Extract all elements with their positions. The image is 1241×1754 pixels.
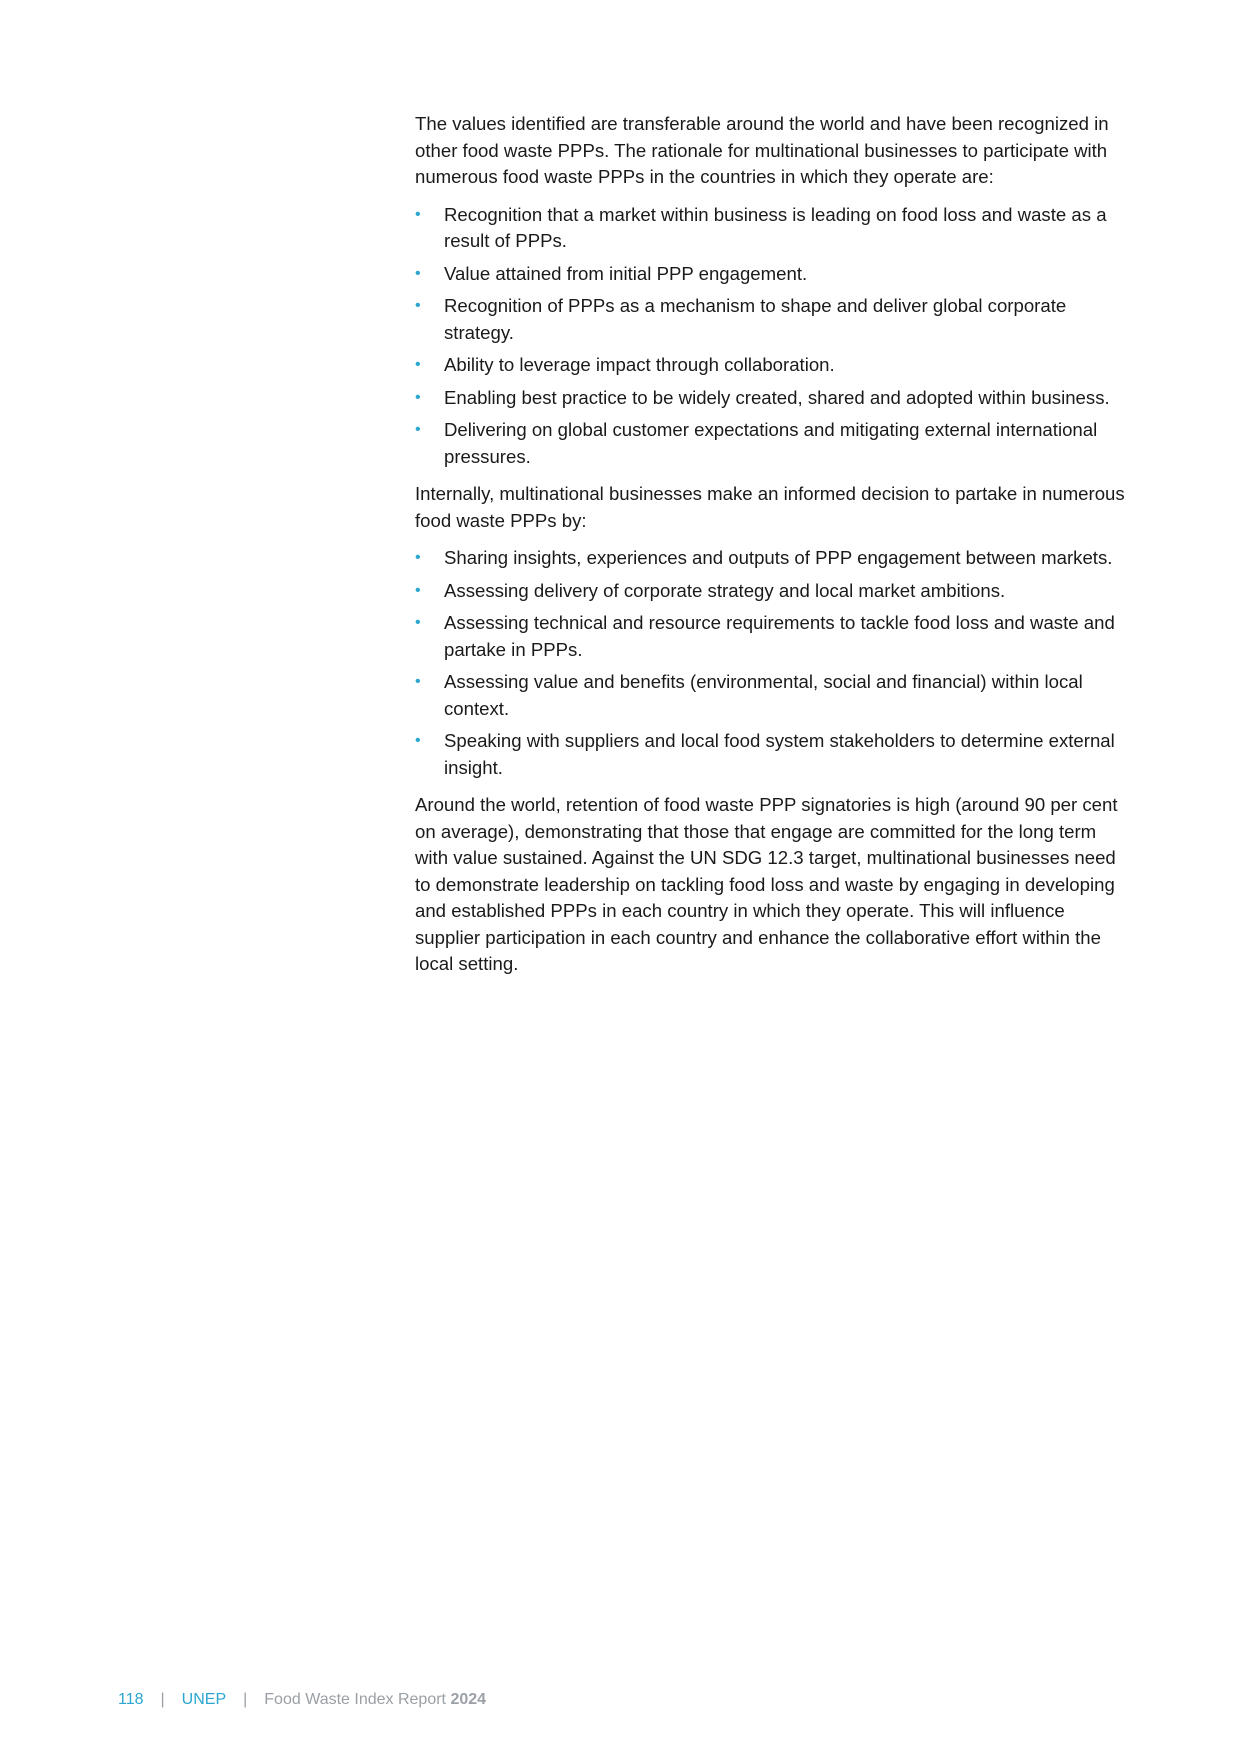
list-item <box>415 261 1125 288</box>
list-item-text: Recognition of PPPs as a mechanism to shape and deliver global corporate strategy. <box>444 295 1067 343</box>
list-item-text: Enabling best practice to be widely created, shared and adopted within business. <box>444 386 1110 408</box>
list-item <box>415 728 1125 781</box>
list-item-text: Assessing delivery of corporate strategy and local market ambitions. <box>444 579 1006 601</box>
list-item <box>415 202 1125 255</box>
list-item <box>415 545 1125 572</box>
bullet-icon: • <box>415 388 421 406</box>
list-item <box>415 385 1125 412</box>
list-item <box>415 669 1125 722</box>
list-item-text: Sharing insights, experiences and outputs of PPP engagement between markets. <box>444 547 1113 568</box>
report-year: 2024 <box>450 1691 487 1708</box>
list-item-text: Speaking with suppliers and local food system stakeholders to determine external insight. <box>444 730 1115 778</box>
report-title: Food Waste Index Report <box>264 1691 446 1708</box>
main-content <box>415 111 1125 989</box>
rationale-list <box>415 202 1125 471</box>
closing-paragraph: Around the world, retention of food waste PPP signatories is high (around 90 per cent on average), demonstrating that those that engage are committed for the long term with value sustained. Against the UN SDG 12.3 target, multinational businesses need to demonstrate leadership on tackling food loss and waste by engaging in developing and established PPPs in each country in which they operate. This will influence supplier participation in each country and enhance the collaborative effort within the local setting. <box>415 794 1118 974</box>
bullet-icon: • <box>415 581 421 599</box>
bullet-icon: • <box>415 356 421 373</box>
list-item-text: Value attained from initial PPP engagement. <box>444 262 808 284</box>
internal-paragraph: Internally, multinational businesses make an informed decision to partake in numerous food waste PPPs by: <box>415 483 1125 531</box>
bullet-icon: • <box>415 614 421 631</box>
bullet-icon: • <box>415 297 421 314</box>
list-item-text: Ability to leverage impact through collaboration. <box>444 354 835 375</box>
list-item-text: Delivering on global customer expectations and mitigating external international pressures. <box>444 419 1098 467</box>
bullet-icon: • <box>415 421 421 438</box>
bullet-icon: • <box>415 673 421 690</box>
bullet-icon: • <box>415 732 421 749</box>
list-item-text: Assessing value and benefits (environmental, social and financial) within local context. <box>444 671 1083 719</box>
footer-separator: | <box>160 1691 165 1708</box>
page-footer <box>118 1690 486 1710</box>
list-item <box>415 417 1125 470</box>
list-item <box>415 578 1125 605</box>
intro-paragraph: The values identified are transferable around the world and have been recognized in other food waste PPPs. The rationale for multinational businesses to participate with numerous food waste PPPs in the countries in which they operate are: <box>415 113 1109 187</box>
organization-name: UNEP <box>181 1691 227 1708</box>
decision-list <box>415 545 1125 781</box>
list-item <box>415 352 1125 379</box>
list-item <box>415 610 1125 663</box>
list-item-text: Recognition that a market within business is leading on food loss and waste as a result of PPPs. <box>444 203 1107 251</box>
bullet-icon: • <box>415 264 421 282</box>
list-item <box>415 293 1125 346</box>
bullet-icon: • <box>415 205 421 223</box>
footer-separator: | <box>243 1691 248 1708</box>
list-item-text: Assessing technical and resource requirements to tackle food loss and waste and partake in PPPs. <box>444 612 1115 660</box>
page-number: 118 <box>118 1691 144 1708</box>
bullet-icon: • <box>415 549 421 566</box>
